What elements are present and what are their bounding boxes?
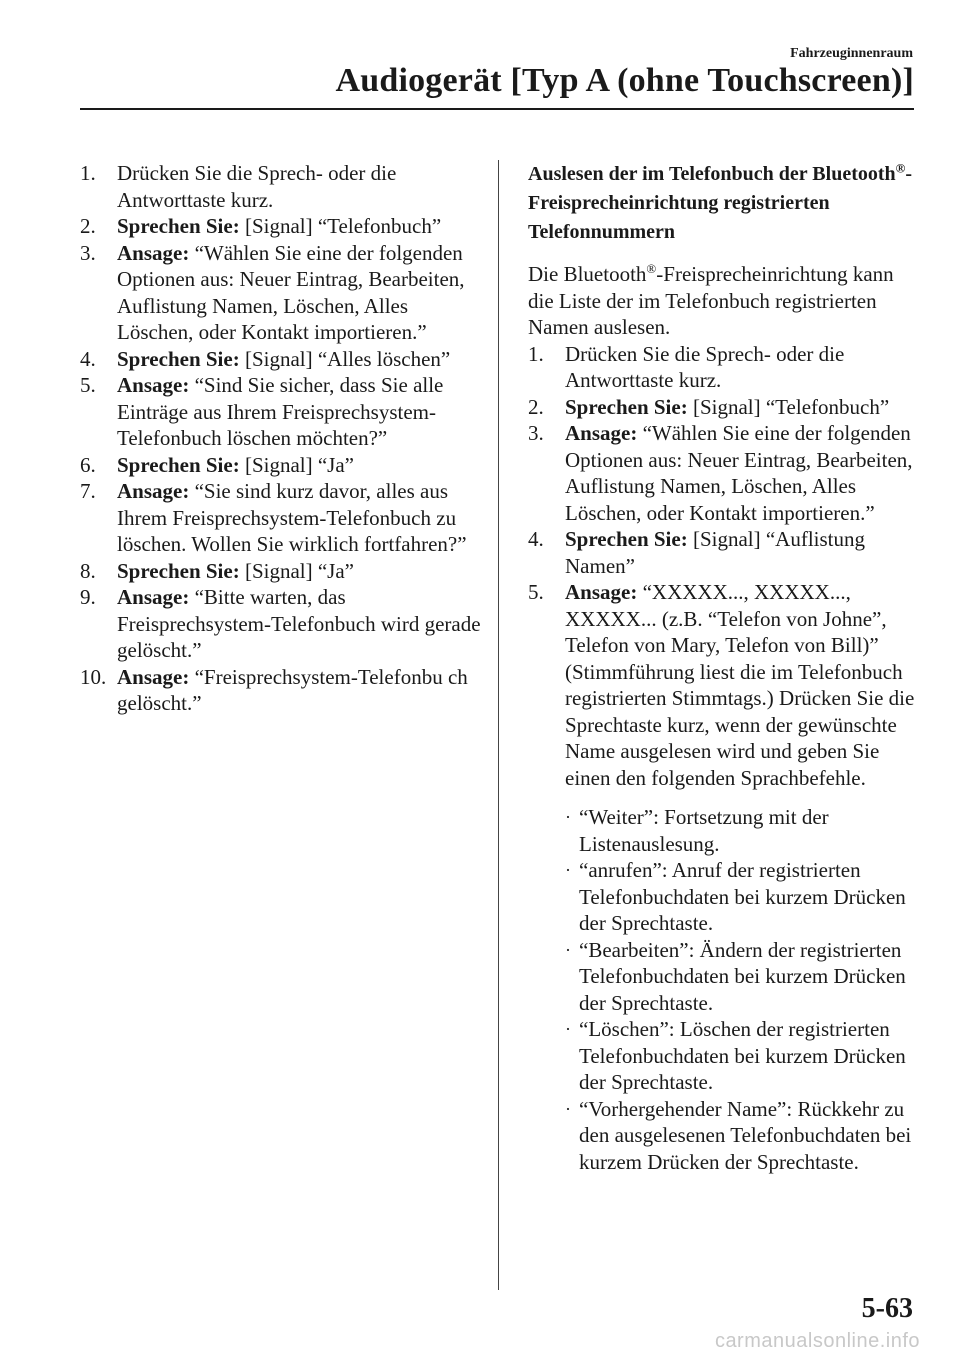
right-step-4 (528, 526, 920, 579)
bullet-text: “anrufen”: Anruf der registrierten Telefonbuchdaten bei kurzem Drücken der Sprechtaste. (579, 858, 906, 935)
step-text: [Signal] “Ja” (239, 452, 354, 477)
step-label: Ansage: (117, 585, 190, 609)
left-step-6 (80, 452, 485, 479)
bullet-text: “Bearbeiten”: Ändern der registrierten Telefonbuchdaten bei kurzem Drücken der Sprechtaste. (579, 937, 906, 1015)
step-number: 10. (80, 664, 107, 689)
left-step-3 (80, 240, 485, 346)
step-number: 6. (80, 452, 96, 477)
left-step-1 (80, 160, 485, 213)
step-text: “Sie sind kurz davor, alles aus Ihrem Freisprechsystem-Telefonbuch zu löschen. Wollen Sie wirklich fortfahren?” (117, 479, 467, 556)
voice-command-list (528, 804, 920, 1175)
bullet-text: “Vorhergehender Name”: Rückkehr zu den ausgelesenen Telefonbuchdaten bei kurzem Drücken der Sprechtaste. (579, 1096, 912, 1174)
left-step-8 (80, 558, 485, 585)
list-item (565, 804, 920, 857)
step-label: Sprechen Sie: (117, 346, 240, 371)
step-text: [Signal] “Auflistung Namen” (565, 527, 866, 578)
bullet-text: “Weiter”: Fortsetzung mit der Listenauslesung. (579, 805, 829, 856)
step-text: [Signal] “Telefonbuch” (687, 394, 890, 419)
registered-mark: ® (895, 160, 906, 176)
section-name: Fahrzeuginnenraum (790, 46, 913, 61)
page-title: Audiogerät [Typ A (ohne Touchscreen)] (335, 62, 914, 99)
right-step-1 (528, 341, 920, 394)
bullet-dot: · (565, 1019, 571, 1039)
list-item (565, 857, 920, 937)
bullet-dot: · (565, 939, 571, 960)
step-text: “Wählen Sie eine der folgenden Optionen aus: Neuer Eintrag, Bearbeiten, Auflistung Namen, Löschen, Alles Löschen, oder Kontakt importieren.” (117, 240, 465, 344)
step-number: 1. (528, 341, 544, 366)
intro-paragraph (528, 261, 920, 341)
left-step-7 (80, 478, 485, 558)
left-step-2 (80, 213, 485, 240)
step-number: 2. (80, 214, 96, 238)
step-number: 4. (80, 346, 96, 371)
right-step-3 (528, 420, 920, 526)
step-label: Sprechen Sie: (117, 214, 240, 238)
step-label: Ansage: (117, 240, 190, 265)
step-text: [Signal] “Telefonbuch” (239, 214, 442, 238)
bullet-dot: · (565, 807, 571, 827)
step-number: 9. (80, 585, 96, 609)
step-number: 4. (528, 527, 544, 551)
page-number: 5-63 (861, 1293, 913, 1324)
header-rule (80, 108, 914, 110)
watermark: carmanualsonline.info (714, 1330, 920, 1352)
step-number: 2. (528, 394, 544, 419)
step-label: Ansage: (565, 580, 638, 604)
step-number: 7. (80, 479, 96, 503)
intro-text-1: Die Bluetooth (528, 262, 647, 286)
step-text: “Bitte warten, das Freisprechsystem-Telefonbuch wird gerade gelöscht.” (117, 585, 481, 662)
step-label: Ansage: (117, 373, 190, 397)
step-text: “Sind Sie sicher, dass Sie alle Einträge aus Ihrem Freisprechsystem-Telefonbuch löschen möchten?” (117, 373, 444, 450)
step-text: Drücken Sie die Sprech- oder die Antworttaste kurz. (117, 161, 397, 212)
heading-text-2: -Freisprecheinrichtung registrierten Telefonnummern (528, 163, 913, 243)
left-column (80, 160, 485, 717)
step-text: “Wählen Sie eine der folgenden Optionen aus: Neuer Eintrag, Bearbeiten, Auflistung Namen, Löschen, Alles Löschen, oder Kontakt importieren.” (565, 421, 913, 525)
step-text: “XXXXX..., XXXXX..., XXXXX... (z.B. “Telefon von Johne”, Telefon von Mary, Telefon von Bill)” (Stimmführung liest die im Telefonbuch registrierten Stimmtags.) Drücken Sie die Sprechtaste kurz, wenn der gewünschte Name ausgelesen wird und geben Sie einen den folgenden Sprachbefehle. (565, 580, 915, 790)
list-item (565, 1016, 920, 1096)
step-text: [Signal] “Ja” (239, 558, 354, 583)
left-step-10 (80, 664, 485, 717)
intro-text-2: -Freisprecheinrichtung kann die Liste der im Telefonbuch registrierten Namen auslesen. (528, 262, 894, 339)
right-step-2 (528, 394, 920, 421)
left-step-4 (80, 346, 485, 373)
step-number: 1. (80, 161, 96, 185)
bullet-text: “Löschen”: Löschen der registrierten Telefonbuchdaten bei kurzem Drücken der Sprechtaste. (579, 1017, 906, 1094)
step-label: Ansage: (117, 479, 190, 503)
column-divider (498, 160, 499, 1290)
step-label: Sprechen Sie: (117, 558, 240, 583)
right-step-5 (528, 579, 920, 791)
step-number: 8. (80, 558, 96, 583)
step-text: “Freisprechsystem-Telefonbu ch gelöscht.” (117, 664, 468, 715)
heading-text-1: Auslesen der im Telefonbuch der Bluetooth (528, 163, 896, 185)
right-column (528, 160, 920, 1175)
step-label: Sprechen Sie: (565, 527, 688, 551)
left-step-9 (80, 584, 485, 664)
step-label: Ansage: (565, 421, 638, 445)
step-label: Sprechen Sie: (565, 394, 688, 419)
step-label: Sprechen Sie: (117, 452, 240, 477)
step-text: Drücken Sie die Sprech- oder die Antworttaste kurz. (565, 341, 845, 392)
step-number: 5. (528, 580, 544, 604)
step-number: 3. (528, 421, 544, 445)
left-step-5 (80, 372, 485, 452)
bullet-dot: · (565, 1098, 571, 1119)
step-label: Ansage: (117, 664, 190, 689)
bullet-dot: · (565, 860, 571, 880)
list-item (565, 937, 920, 1017)
step-number: 3. (80, 240, 96, 265)
step-text: [Signal] “Alles löschen” (239, 346, 451, 371)
registered-mark: ® (646, 261, 657, 276)
step-number: 5. (80, 373, 96, 397)
list-item (565, 1096, 920, 1176)
section-heading (528, 160, 920, 247)
